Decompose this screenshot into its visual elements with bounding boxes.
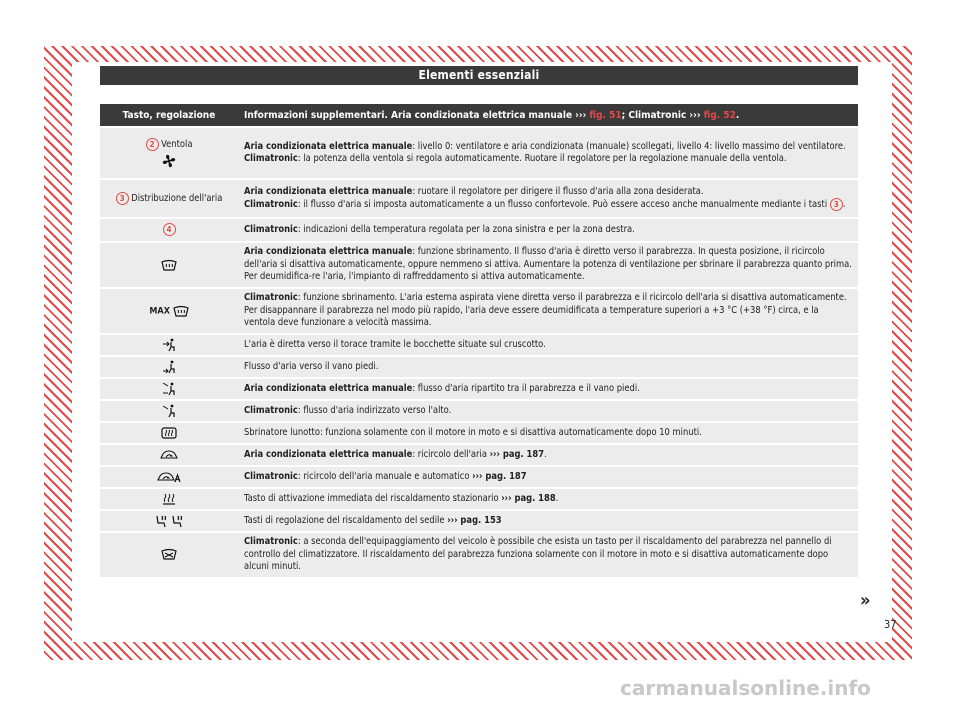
windshield-defrost-icon xyxy=(161,259,177,271)
info-cell: Tasti di regolazione del riscaldamento del sedile ››› pag. 153 xyxy=(238,511,858,531)
table-row xyxy=(100,423,858,443)
table-row xyxy=(100,511,858,531)
info-cell: Aria condizionata elettrica manuale: ricircolo dell'aria ››› pag. 187. xyxy=(238,445,858,465)
fan-icon xyxy=(162,154,176,168)
table-row xyxy=(100,243,858,287)
max-label: MAX xyxy=(149,306,170,316)
header-info: Informazioni supplementari. Aria condizionata elettrica manuale ››› fig. 51; Climatronic ››› fig. 52. xyxy=(238,104,858,126)
section-title: Elementi essenziali xyxy=(100,66,858,85)
seat-heating-icon xyxy=(153,514,185,528)
parking-heater-icon xyxy=(162,492,176,506)
info-cell: Climatronic: flusso d'aria indirizzato verso l'alto. xyxy=(238,401,858,421)
auto-recirculation-icon xyxy=(157,471,181,483)
key-cell xyxy=(100,335,238,355)
key-cell xyxy=(100,533,238,577)
key-cell xyxy=(100,180,238,217)
info-cell: Aria condizionata elettrica manuale: livello 0: ventilatore e aria condizionata (manuale) scollegati, livello 4: livello massimo del ventilatore. Climatronic: la potenza della ventola si regola automaticamente. Ruotare il regolatore per la regolazione manuale della ventola. xyxy=(238,128,858,178)
fig-51-link[interactable]: fig. 51 xyxy=(589,109,622,121)
table-row xyxy=(100,128,858,178)
header-key: Tasto, regolazione xyxy=(100,104,238,126)
fig-52-link[interactable]: fig. 52 xyxy=(703,109,736,121)
max-defrost-icon xyxy=(173,305,189,317)
key-cell xyxy=(100,379,238,399)
info-cell: Aria condizionata elettrica manuale: flusso d'aria ripartito tra il parabrezza e il vano piedi. xyxy=(238,379,858,399)
callout-number: 4 xyxy=(163,223,176,236)
airflow-windshield-feet-icon xyxy=(162,382,176,396)
key-cell xyxy=(100,511,238,531)
table-row xyxy=(100,401,858,421)
key-cell xyxy=(100,128,238,178)
callout-number: 3 xyxy=(116,192,129,205)
info-cell: Climatronic: indicazioni della temperatura regolata per la zona sinistra e per la zona destra. xyxy=(238,219,858,241)
table-row xyxy=(100,180,858,217)
info-cell: Sbrinatore lunotto: funziona solamente con il motore in moto e si disattiva automaticamente dopo 10 minuti. xyxy=(238,423,858,443)
key-cell xyxy=(100,467,238,487)
key-cell xyxy=(100,489,238,509)
info-cell: Aria condizionata elettrica manuale: funzione sbrinamento. Il flusso d'aria è diretto verso il parabrezza. In questa posizione, il ricircolo dell'aria si disattiva automaticamente, oppure nemmeno si attiva. Aumentare la potenza di ventilazione per sbrinare il parabrezza quanto prima. Per deumidifica-re l'aria, l'impianto di raffreddamento si attiva automaticamente. xyxy=(238,243,858,287)
table-row xyxy=(100,335,858,355)
watermark: carmanualsonline.info xyxy=(620,676,871,700)
table-row xyxy=(100,445,858,465)
info-cell: L'aria è diretta verso il torace tramite le bocchette situate sul cruscotto. xyxy=(238,335,858,355)
airflow-up-icon xyxy=(162,404,176,418)
continue-marker: » xyxy=(860,590,871,611)
recirculation-icon xyxy=(160,449,178,461)
controls-table xyxy=(100,102,858,579)
page-153-link[interactable]: ››› pag. 153 xyxy=(447,514,502,526)
callout-number: 2 xyxy=(146,138,159,151)
key-cell xyxy=(100,243,238,287)
key-cell xyxy=(100,401,238,421)
key-cell xyxy=(100,357,238,377)
table-row xyxy=(100,379,858,399)
airflow-feet-icon xyxy=(162,360,176,374)
callout-number: 3 xyxy=(830,198,843,211)
key-label: Ventola xyxy=(161,138,193,150)
airflow-chest-icon xyxy=(162,338,176,352)
table-row xyxy=(100,533,858,577)
table-row xyxy=(100,289,858,333)
table-row xyxy=(100,467,858,487)
key-cell xyxy=(100,445,238,465)
table-row xyxy=(100,219,858,241)
info-cell: Climatronic: ricircolo dell'aria manuale e automatico ››› pag. 187 xyxy=(238,467,858,487)
key-cell xyxy=(100,289,238,333)
info-cell: Tasto di attivazione immediata del riscaldamento stazionario ››› pag. 188. xyxy=(238,489,858,509)
table-row xyxy=(100,489,858,509)
rear-window-defrost-icon xyxy=(161,427,177,439)
table-row xyxy=(100,357,858,377)
page-188-link[interactable]: ››› pag. 188 xyxy=(501,492,556,504)
page-187-link[interactable]: ››› pag. 187 xyxy=(489,448,545,460)
page-number: 37 xyxy=(884,618,897,631)
info-cell: Aria condizionata elettrica manuale: ruotare il regolatore per dirigere il flusso d'aria alla zona desiderata. Climatronic: il flusso d'aria si imposta automaticamente a un flusso confortevole. Può essere acceso anche manualmente mediante i tasti 3 . xyxy=(238,180,858,217)
info-cell: Flusso d'aria verso il vano piedi. xyxy=(238,357,858,377)
table-header-row xyxy=(100,104,858,126)
key-label: Distribuzione dell'aria xyxy=(131,192,223,204)
key-cell xyxy=(100,423,238,443)
page-187-link[interactable]: ››› pag. 187 xyxy=(472,470,527,482)
windshield-heating-icon xyxy=(161,548,177,560)
info-cell: Climatronic: funzione sbrinamento. L'aria esterna aspirata viene diretta verso il parabrezza e il ricircolo dell'aria si disattiva automaticamente. Per disappannare il parabrezza nel modo più rapido, l'aria deve essere deumidificata a temperature superiori a +3 °C (+38 °F) circa, e la ventola deve funzionare a velocità massima. xyxy=(238,289,858,333)
key-cell xyxy=(100,219,238,241)
info-cell: Climatronic: a seconda dell'equipaggiamento del veicolo è possibile che esista un tasto per il riscaldamento del parabrezza nel pannello di controllo del climatizzatore. Il riscaldamento del parabrezza funziona solamente con il motore in moto e si disattiva automaticamente dopo alcuni minuti. xyxy=(238,533,858,577)
